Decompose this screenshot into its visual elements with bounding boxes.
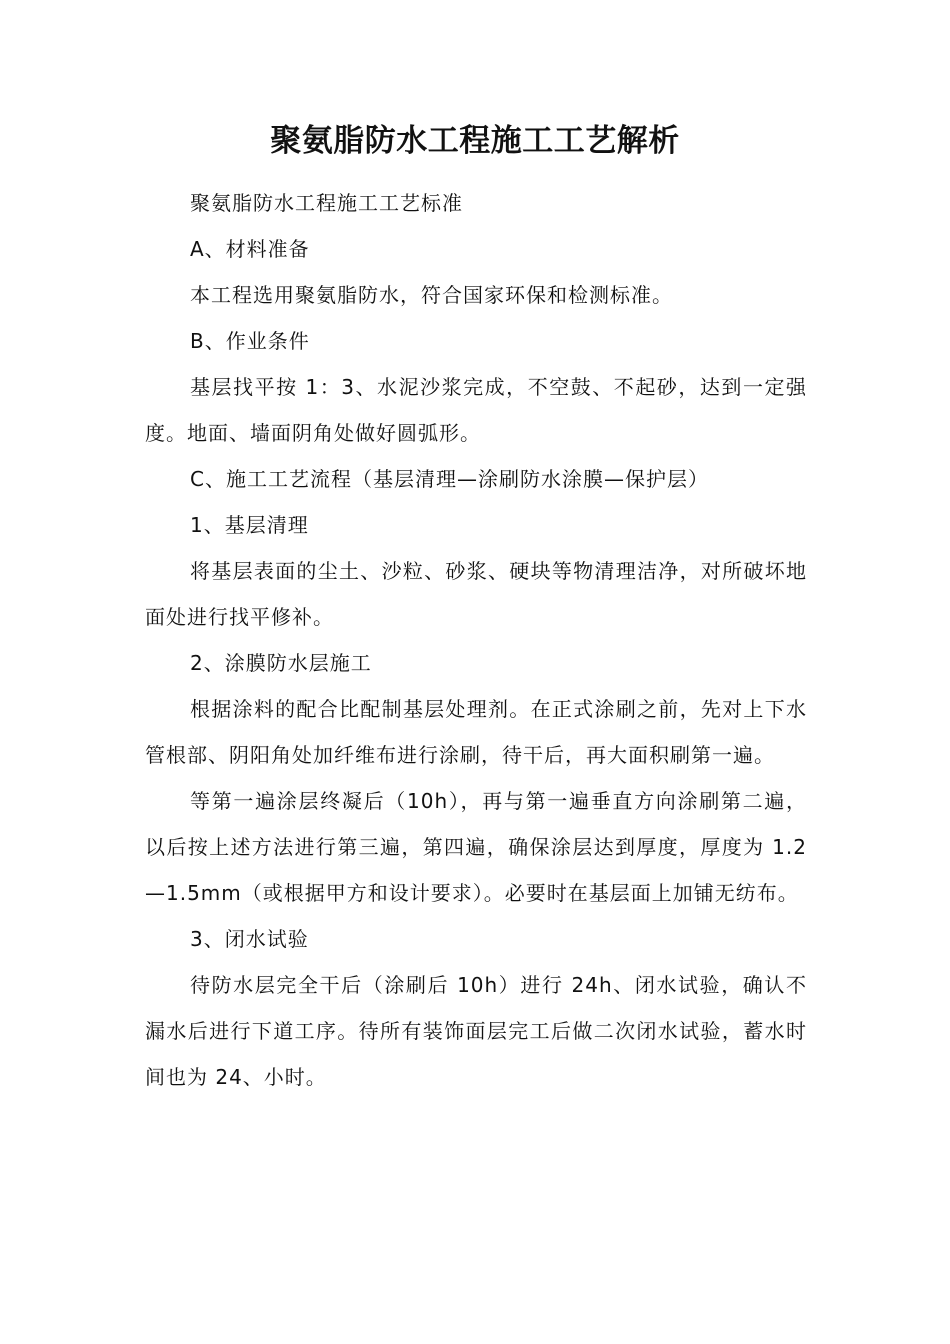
paragraph-coating-layers: 等第一遍涂层终凝后（10h），再与第一遍垂直方向涂刷第二遍，以后按上述方法进行第三遍，第四遍，确保涂层达到厚度，厚度为 1.2—1.5mm（或根据甲方和设计要求）。必要时在基层面上加铺无纺布。 <box>145 789 807 905</box>
paragraph-conditions: 基层找平按 1：3、水泥沙浆完成，不空鼓、不起砂，达到一定强度。地面、墙面阴角处做好圆弧形。 <box>145 375 807 445</box>
step-heading-coating: 2、涂膜防水层施工 <box>190 651 372 675</box>
paragraph-water-test: 待防水层完全干后（涂刷后 10h）进行 24h、闭水试验，确认不漏水后进行下道工序。待所有装饰面层完工后做二次闭水试验，蓄水时间也为 24、小时。 <box>145 973 807 1089</box>
document-body <box>145 180 807 1100</box>
step-heading-water-test: 3、闭水试验 <box>190 927 309 951</box>
section-heading-materials: A、材料准备 <box>190 237 310 261</box>
section-heading-process: C、施工工艺流程（基层清理—涂刷防水涂膜—保护层） <box>190 467 709 491</box>
step-heading-base-cleaning: 1、基层清理 <box>190 513 309 537</box>
paragraph-materials: 本工程选用聚氨脂防水，符合国家环保和检测标准。 <box>190 283 673 307</box>
paragraph-coating-first: 根据涂料的配合比配制基层处理剂。在正式涂刷之前，先对上下水管根部、阴阳角处加纤维布进行涂刷，待干后，再大面积刷第一遍。 <box>145 697 807 767</box>
section-heading-conditions: B、作业条件 <box>190 329 310 353</box>
paragraph-subtitle: 聚氨脂防水工程施工工艺标准 <box>190 191 463 215</box>
paragraph-base-cleaning: 将基层表面的尘土、沙粒、砂浆、硬块等物清理洁净，对所破坏地面处进行找平修补。 <box>145 559 807 629</box>
document-title: 聚氨脂防水工程施工工艺解析 <box>270 123 680 159</box>
